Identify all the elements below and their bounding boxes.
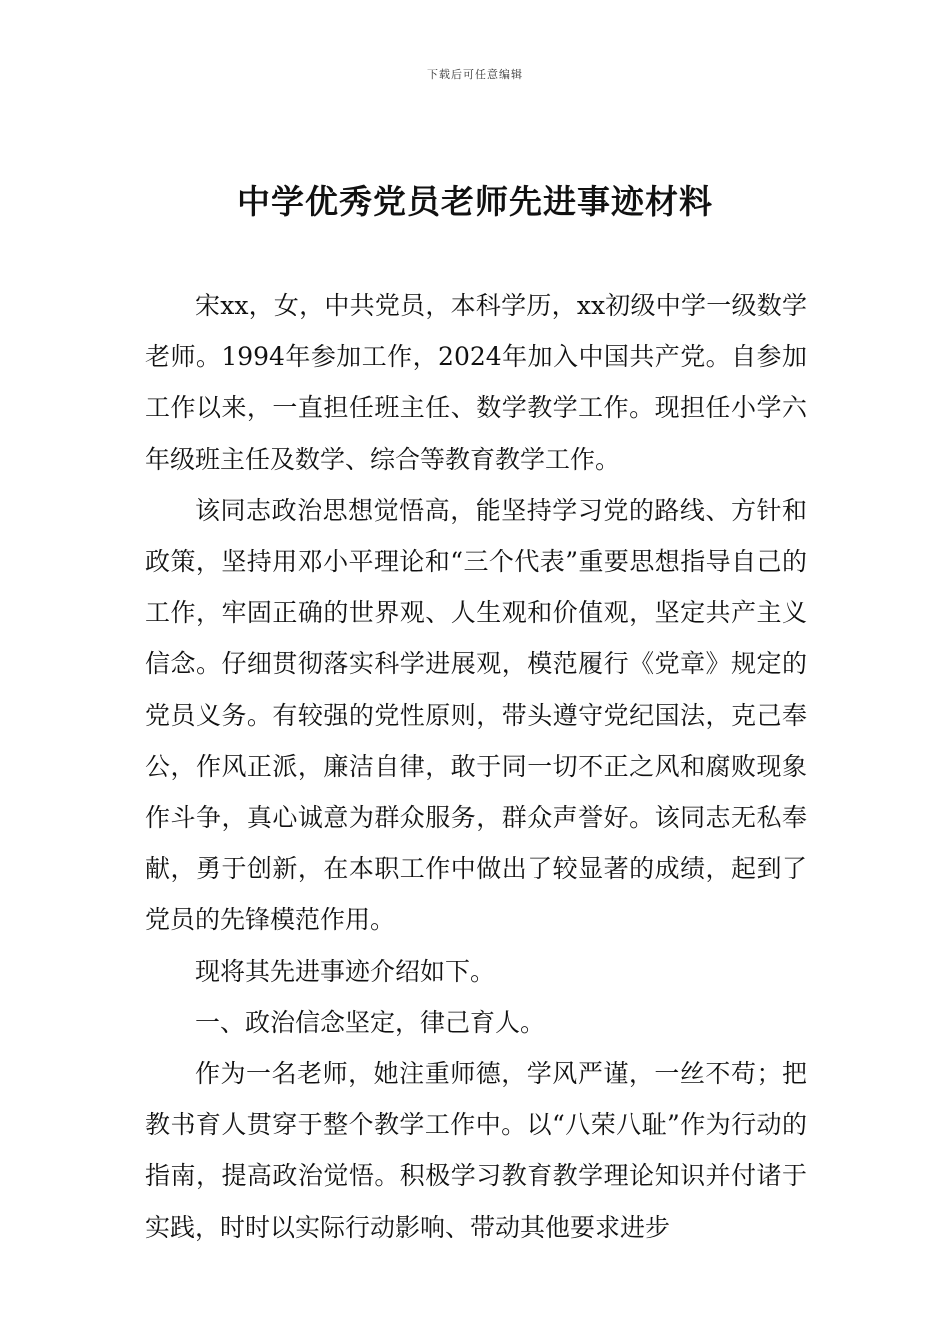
header-note: 下载后可任意编辑 (427, 68, 523, 81)
paragraph-political-awareness: 该同志政治思想觉悟高，能坚持学习党的路线、方针和政策，坚持用邓小平理论和“三个代表”重要思想指导自己的工作，牢固正确的世界观、人生观和价值观，坚定共产主义信念。仔细贯彻落实科学进展观，模范履行《党章》规定的党员义务。有较强的党性原则，带头遵守党纪国法，克己奉公，作风正派，廉洁自律，敢于同一切不正之风和腐败现象作斗争，真心诚意为群众服务，群众声誉好。该同志无私奉献，勇于创新，在本职工作中做出了较显著的成绩，起到了党员的先锋模范作用。 (145, 495, 807, 935)
paragraph-transition: 现将其先进事迹介绍如下。 (195, 956, 496, 986)
section-heading-1: 一、政治信念坚定，律己育人。 (195, 1007, 546, 1037)
document-body (145, 280, 807, 1253)
paragraph-section-1: 作为一名老师，她注重师德，学风严谨，一丝不苟；把教书育人贯穿于整个教学工作中。以“八荣八耻”作为行动的指南，提高政治觉悟。积极学习教育教学理论知识并付诸于实践，时时以实际行动影响、带动其他要求进步 (145, 1059, 807, 1242)
paragraph-intro: 宋xx，女，中共党员，本科学历，xx初级中学一级数学老师。1994年参加工作，2024年加入中国共产党。自参加工作以来，一直担任班主任、数学教学工作。现担任小学六年级班主任及数学、综合等教育教学工作。 (145, 291, 807, 474)
document-title: 中学优秀党员老师先进事迹材料 (237, 182, 713, 221)
